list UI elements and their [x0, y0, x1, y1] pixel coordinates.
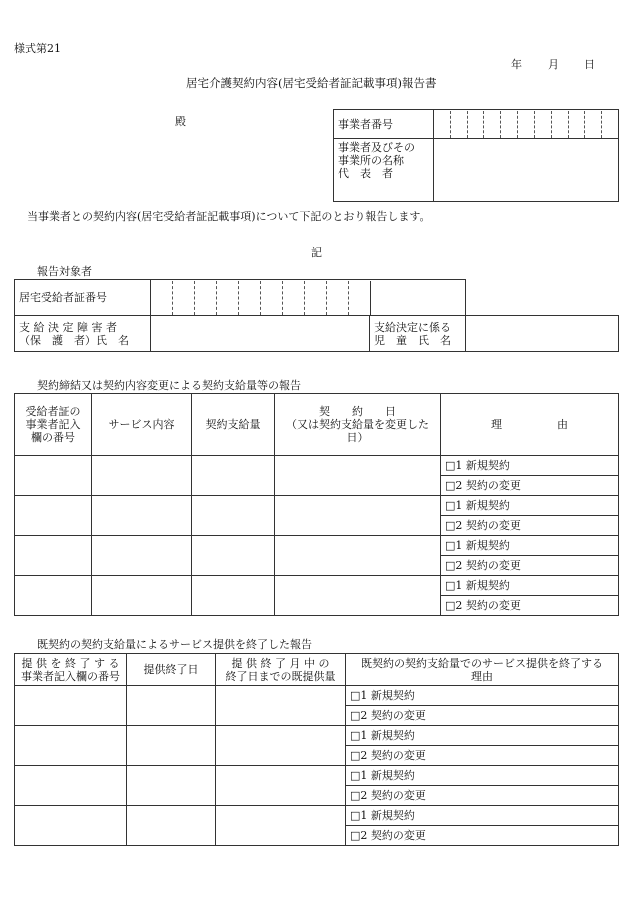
reason-new-contract[interactable]: □1 新規契約	[346, 766, 619, 786]
reason-new-contract[interactable]: □1 新規契約	[441, 496, 619, 516]
intro-text: 当事業者との契約内容(居宅受給者証記載事項)について下記のとおり報告します。	[27, 210, 431, 223]
guardian-name-field[interactable]	[151, 316, 370, 352]
service-end-table	[14, 653, 619, 846]
cell-date[interactable]	[275, 456, 441, 496]
reason-contract-change[interactable]: □2 契約の変更	[441, 556, 619, 576]
section1-heading: 契約締結又は契約内容変更による契約支給量等の報告	[37, 379, 301, 392]
cell-date[interactable]	[275, 536, 441, 576]
cell-provided[interactable]	[216, 766, 346, 806]
cell-provided[interactable]	[216, 686, 346, 726]
cell-amount[interactable]	[192, 496, 275, 536]
guardian-name-label: 支 給 決 定 障 害 者 （保 護 者）氏 名	[15, 316, 151, 352]
provider-number-field[interactable]	[434, 110, 619, 139]
header-contract-date: 契 約 日 （又は契約支給量を変更した日）	[275, 394, 441, 456]
cell-service[interactable]	[92, 576, 192, 616]
reason-new-contract[interactable]: □1 新規契約	[441, 456, 619, 476]
reason-new-contract[interactable]: □1 新規契約	[346, 806, 619, 826]
contract-report-table	[14, 393, 619, 616]
subject-heading: 報告対象者	[37, 265, 92, 278]
reason-new-contract[interactable]: □1 新規契約	[441, 576, 619, 596]
cell-service[interactable]	[92, 496, 192, 536]
cell-service[interactable]	[92, 536, 192, 576]
cell-provided[interactable]	[216, 726, 346, 766]
reason-contract-change[interactable]: □2 契約の変更	[346, 786, 619, 806]
section2-heading: 既契約の契約支給量によるサービス提供を終了した報告	[37, 638, 312, 651]
cell-number[interactable]	[15, 806, 127, 846]
cell-provided[interactable]	[216, 806, 346, 846]
reason-contract-change[interactable]: □2 契約の変更	[346, 746, 619, 766]
cell-number[interactable]	[15, 576, 92, 616]
reason-contract-change[interactable]: □2 契約の変更	[441, 476, 619, 496]
header-provided-amount: 提 供 終 了 月 中 の 終了日までの既提供量	[216, 654, 346, 686]
reason-contract-change[interactable]: □2 契約の変更	[441, 596, 619, 616]
provider-table	[333, 109, 619, 202]
cell-amount[interactable]	[192, 456, 275, 496]
cell-end-date[interactable]	[127, 686, 216, 726]
provider-name-field[interactable]	[434, 139, 619, 202]
header-end-reason: 既契約の契約支給量でのサービス提供を終了する 理由	[346, 654, 619, 686]
page-title: 居宅介護契約内容(居宅受給者証記載事項)報告書	[186, 76, 437, 90]
reason-contract-change[interactable]: □2 契約の変更	[441, 516, 619, 536]
header-end-date: 提供終了日	[127, 654, 216, 686]
cell-date[interactable]	[275, 496, 441, 536]
reason-new-contract[interactable]: □1 新規契約	[346, 726, 619, 746]
cell-date[interactable]	[275, 576, 441, 616]
form-number: 様式第21	[14, 42, 61, 55]
cell-end-date[interactable]	[127, 766, 216, 806]
child-name-field[interactable]	[466, 316, 619, 352]
reason-new-contract[interactable]: □1 新規契約	[441, 536, 619, 556]
reason-new-contract[interactable]: □1 新規契約	[346, 686, 619, 706]
header-reason: 理 由	[441, 394, 619, 456]
header-end-field-number: 提 供 を 終 了 す る 事業者記入欄の番号	[15, 654, 127, 686]
cell-number[interactable]	[15, 496, 92, 536]
header-service: サービス内容	[92, 394, 192, 456]
cell-number[interactable]	[15, 456, 92, 496]
cell-number[interactable]	[15, 686, 127, 726]
cell-number[interactable]	[15, 536, 92, 576]
cell-amount[interactable]	[192, 576, 275, 616]
cell-number[interactable]	[15, 766, 127, 806]
reason-contract-change[interactable]: □2 契約の変更	[346, 706, 619, 726]
cell-amount[interactable]	[192, 536, 275, 576]
subject-table	[14, 279, 619, 352]
header-cert-field-number: 受給者証の 事業者記入 欄の番号	[15, 394, 92, 456]
cert-number-label: 居宅受給者証番号	[15, 280, 151, 316]
addressee-suffix: 殿	[175, 115, 186, 128]
cell-end-date[interactable]	[127, 806, 216, 846]
cell-end-date[interactable]	[127, 726, 216, 766]
cell-number[interactable]	[15, 726, 127, 766]
reason-contract-change[interactable]: □2 契約の変更	[346, 826, 619, 846]
ki-label: 記	[311, 246, 322, 259]
provider-number-label: 事業者番号	[334, 110, 434, 139]
child-name-label: 支給決定に係る 児 童 氏 名	[370, 316, 466, 352]
date-month: 月	[548, 58, 559, 71]
cert-number-field[interactable]	[151, 280, 466, 316]
date-day: 日	[584, 58, 595, 71]
cell-service[interactable]	[92, 456, 192, 496]
header-contract-amount: 契約支給量	[192, 394, 275, 456]
provider-name-label: 事業者及びその 事業所の名称 代 表 者	[334, 139, 434, 202]
date-year: 年	[511, 58, 522, 71]
